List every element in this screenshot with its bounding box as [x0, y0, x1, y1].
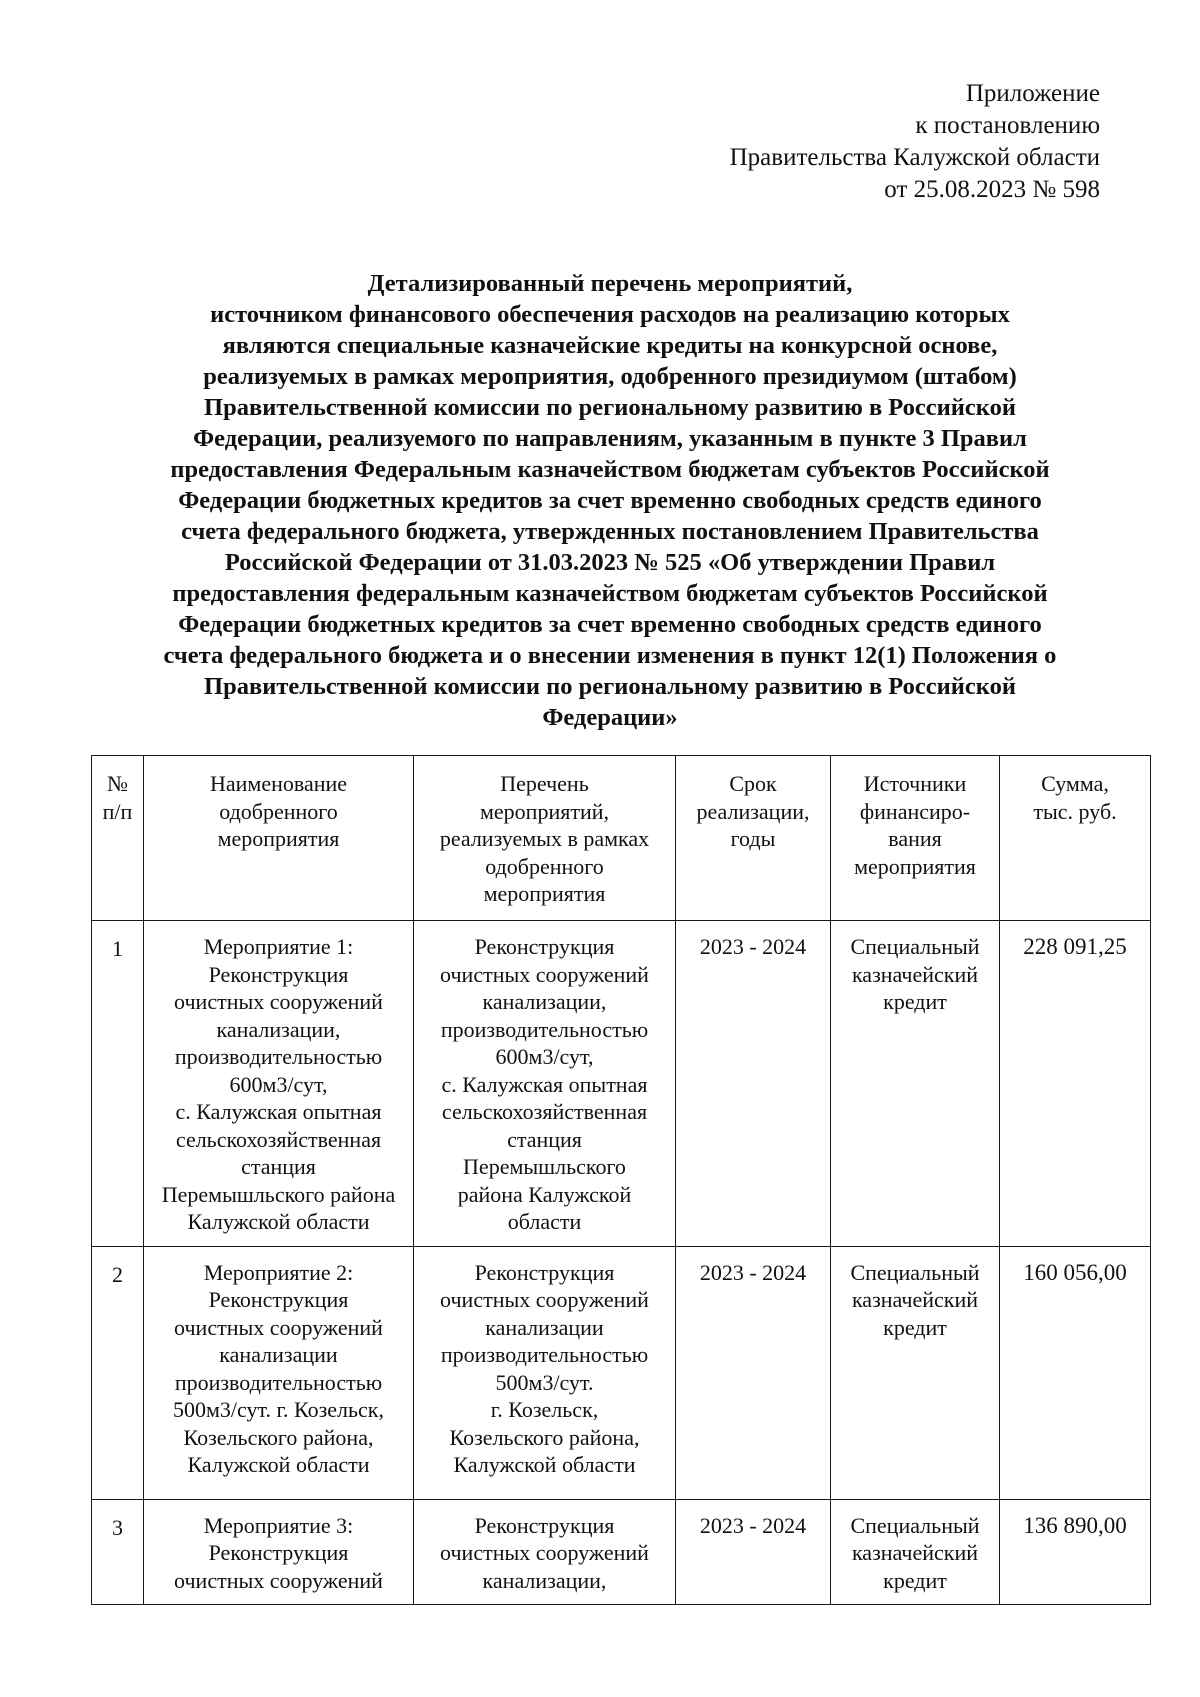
title-line: счета федерального бюджета и о внесении изменения в пункт 12(1) Положения о [163, 642, 1057, 669]
table-row [92, 1499, 1151, 1605]
cell-line: Сумма, [1041, 771, 1109, 796]
cell-line: 600м3/сут, [229, 1071, 328, 1097]
cell-line: одобренного [485, 853, 604, 879]
cell-line: очистных сооружений [440, 1540, 649, 1565]
cell-line: очистных сооружений [174, 1314, 383, 1340]
cell-line: очистных сооружений [174, 989, 383, 1014]
cell-name [144, 1246, 414, 1499]
cell-line: казначейский [851, 1540, 979, 1565]
title-line: Федерации бюджетных кредитов за счет временно свободных средств единого [178, 487, 1042, 514]
title-line: источником финансового обеспечения расходов на реализацию которых [210, 301, 1010, 328]
cell-sum: 160 056,00 [1000, 1246, 1151, 1499]
cell-line: тыс. руб. [1033, 798, 1117, 824]
cell-line: канализации, [216, 1016, 341, 1042]
cell-name [144, 1499, 414, 1605]
cell-line: Калужской области [187, 1209, 370, 1234]
cell-line: Перемышльского района [161, 1181, 396, 1207]
cell-line: с. Калужская опытная [441, 1071, 648, 1097]
cell-line: 500м3/сут. [495, 1369, 594, 1395]
cell-source [831, 921, 1000, 1247]
cell-line: Перемышльского [463, 1154, 626, 1179]
cell-line: Перечень [500, 771, 589, 796]
table-row [92, 921, 1151, 1247]
cell-sum: 136 890,00 [1000, 1499, 1151, 1605]
cell-line: Специальный [850, 1259, 980, 1285]
appendix-line: к постановлению [915, 112, 1100, 139]
header-source [831, 756, 1000, 921]
cell-line: Козельского района, [449, 1424, 640, 1450]
title-line: Правительственной комиссии по региональному развитию в Российской [204, 394, 1016, 421]
cell-line: Мероприятие 3: [203, 1512, 354, 1538]
cell-line: канализации, [482, 1567, 607, 1593]
title-line: являются специальные казначейские кредиты на конкурсной основе, [222, 332, 998, 359]
cell-line: очистных сооружений [174, 1567, 383, 1593]
cell-source [831, 1499, 1000, 1605]
cell-line: производительностью [440, 1016, 649, 1042]
cell-line: реализуемых в рамках [439, 826, 650, 851]
cell-term: 2023 - 2024 [676, 1246, 831, 1499]
cell-line: 500м3/сут. г. Козельск, [172, 1397, 384, 1422]
cell-line: канализации [219, 1342, 338, 1367]
document-title [110, 268, 1110, 733]
cell-line: Реконструкция [208, 1287, 349, 1312]
appendix-line: от 25.08.2023 № 598 [884, 176, 1100, 203]
cell-line: вания [888, 826, 942, 851]
cell-list [414, 1499, 676, 1605]
cell-line: станция [241, 1154, 316, 1179]
cell-line: с. Калужская опытная [175, 1099, 382, 1124]
cell-line: Реконструкция [208, 1540, 349, 1565]
cell-line: № [107, 771, 128, 796]
cell-line: Калужской области [453, 1452, 636, 1477]
title-line: предоставления Федеральным казначейством бюджетам субъектов Российской [170, 456, 1050, 483]
cell-line: производительностью [174, 1369, 383, 1395]
cell-line: Козельского района, [183, 1424, 374, 1450]
title-line: Федерации, реализуемого по направлениям, указанным в пункте 3 Правил [193, 425, 1027, 452]
cell-line: Срок [729, 771, 777, 796]
cell-line: Наименование [209, 771, 348, 796]
cell-line: Калужской области [187, 1452, 370, 1477]
title-line: предоставления федеральным казначейством бюджетам субъектов Российской [172, 580, 1048, 607]
cell-line: кредит [883, 1314, 947, 1340]
title-line: реализуемых в рамках мероприятия, одобренного президиумом (штабом) [203, 363, 1017, 390]
cell-num: 2 [92, 1246, 144, 1499]
cell-line: мероприятия [483, 881, 606, 906]
cell-line: одобренного [219, 798, 338, 824]
title-line: Федерации бюджетных кредитов за счет временно свободных средств единого [178, 611, 1042, 638]
cell-num: 3 [92, 1499, 144, 1605]
cell-line: Специальный [850, 934, 980, 959]
cell-line: кредит [883, 1567, 947, 1593]
appendix-block [730, 78, 1100, 206]
header-sum [1000, 756, 1151, 921]
cell-line: производительностью [174, 1044, 383, 1069]
cell-line: канализации [485, 1314, 604, 1340]
cell-line: мероприятия [217, 826, 340, 851]
table-header-row [92, 756, 1151, 921]
cell-line: годы [730, 826, 776, 851]
header-num [92, 756, 144, 921]
cell-line: производительностью [440, 1342, 649, 1367]
cell-line: Реконструкция [474, 1259, 615, 1285]
cell-line: сельскохозяйственная [175, 1126, 382, 1152]
cell-line: Реконструкция [474, 1512, 615, 1538]
cell-line: п/п [102, 798, 133, 824]
appendix-line: Правительства Калужской области [729, 144, 1100, 171]
cell-line: мероприятий, [479, 798, 609, 824]
cell-line: мероприятия [854, 853, 976, 879]
cell-line: Реконструкция [474, 934, 615, 959]
cell-line: Специальный [850, 1512, 980, 1538]
cell-line: очистных сооружений [440, 1287, 649, 1312]
title-line: Российской Федерации от 31.03.2023 № 525 «Об утверждении Правил [224, 549, 996, 576]
cell-list [414, 1246, 676, 1499]
cell-term: 2023 - 2024 [676, 1499, 831, 1605]
cell-line: Мероприятие 2: [203, 1259, 354, 1285]
title-line: Детализированный перечень мероприятий, [367, 270, 853, 297]
cell-line: финансиро- [859, 798, 971, 824]
cell-line: г. Козельск, [490, 1397, 599, 1422]
cell-num: 1 [92, 921, 144, 1247]
cell-line: 600м3/сут, [495, 1044, 594, 1069]
cell-name [144, 921, 414, 1247]
cell-source [831, 1246, 1000, 1499]
table-row [92, 1246, 1151, 1499]
title-line: Федерации» [542, 704, 678, 731]
header-term [676, 756, 831, 921]
appendix-line: Приложение [965, 80, 1100, 107]
header-name [144, 756, 414, 921]
cell-line: очистных сооружений [440, 961, 649, 987]
cell-line: района Калужской [457, 1181, 632, 1207]
cell-line: канализации, [482, 989, 607, 1014]
cell-term: 2023 - 2024 [676, 921, 831, 1247]
cell-line: казначейский [851, 1287, 979, 1312]
cell-line: станция [507, 1126, 582, 1152]
cell-line: Реконструкция [208, 961, 349, 987]
cell-line: реализации, [696, 798, 810, 824]
cell-line: Источники [863, 771, 967, 796]
cell-line: сельскохозяйственная [441, 1099, 648, 1124]
measures-table [91, 755, 1151, 1605]
cell-sum: 228 091,25 [1000, 921, 1151, 1247]
cell-line: Мероприятие 1: [203, 934, 354, 959]
title-line: счета федерального бюджета, утвержденных постановлением Правительства [181, 518, 1039, 545]
cell-line: казначейский [851, 961, 979, 987]
header-list [414, 756, 676, 921]
cell-line: кредит [883, 989, 947, 1014]
title-line: Правительственной комиссии по региональному развитию в Российской [204, 673, 1016, 700]
cell-list [414, 921, 676, 1247]
cell-line: области [507, 1209, 582, 1234]
